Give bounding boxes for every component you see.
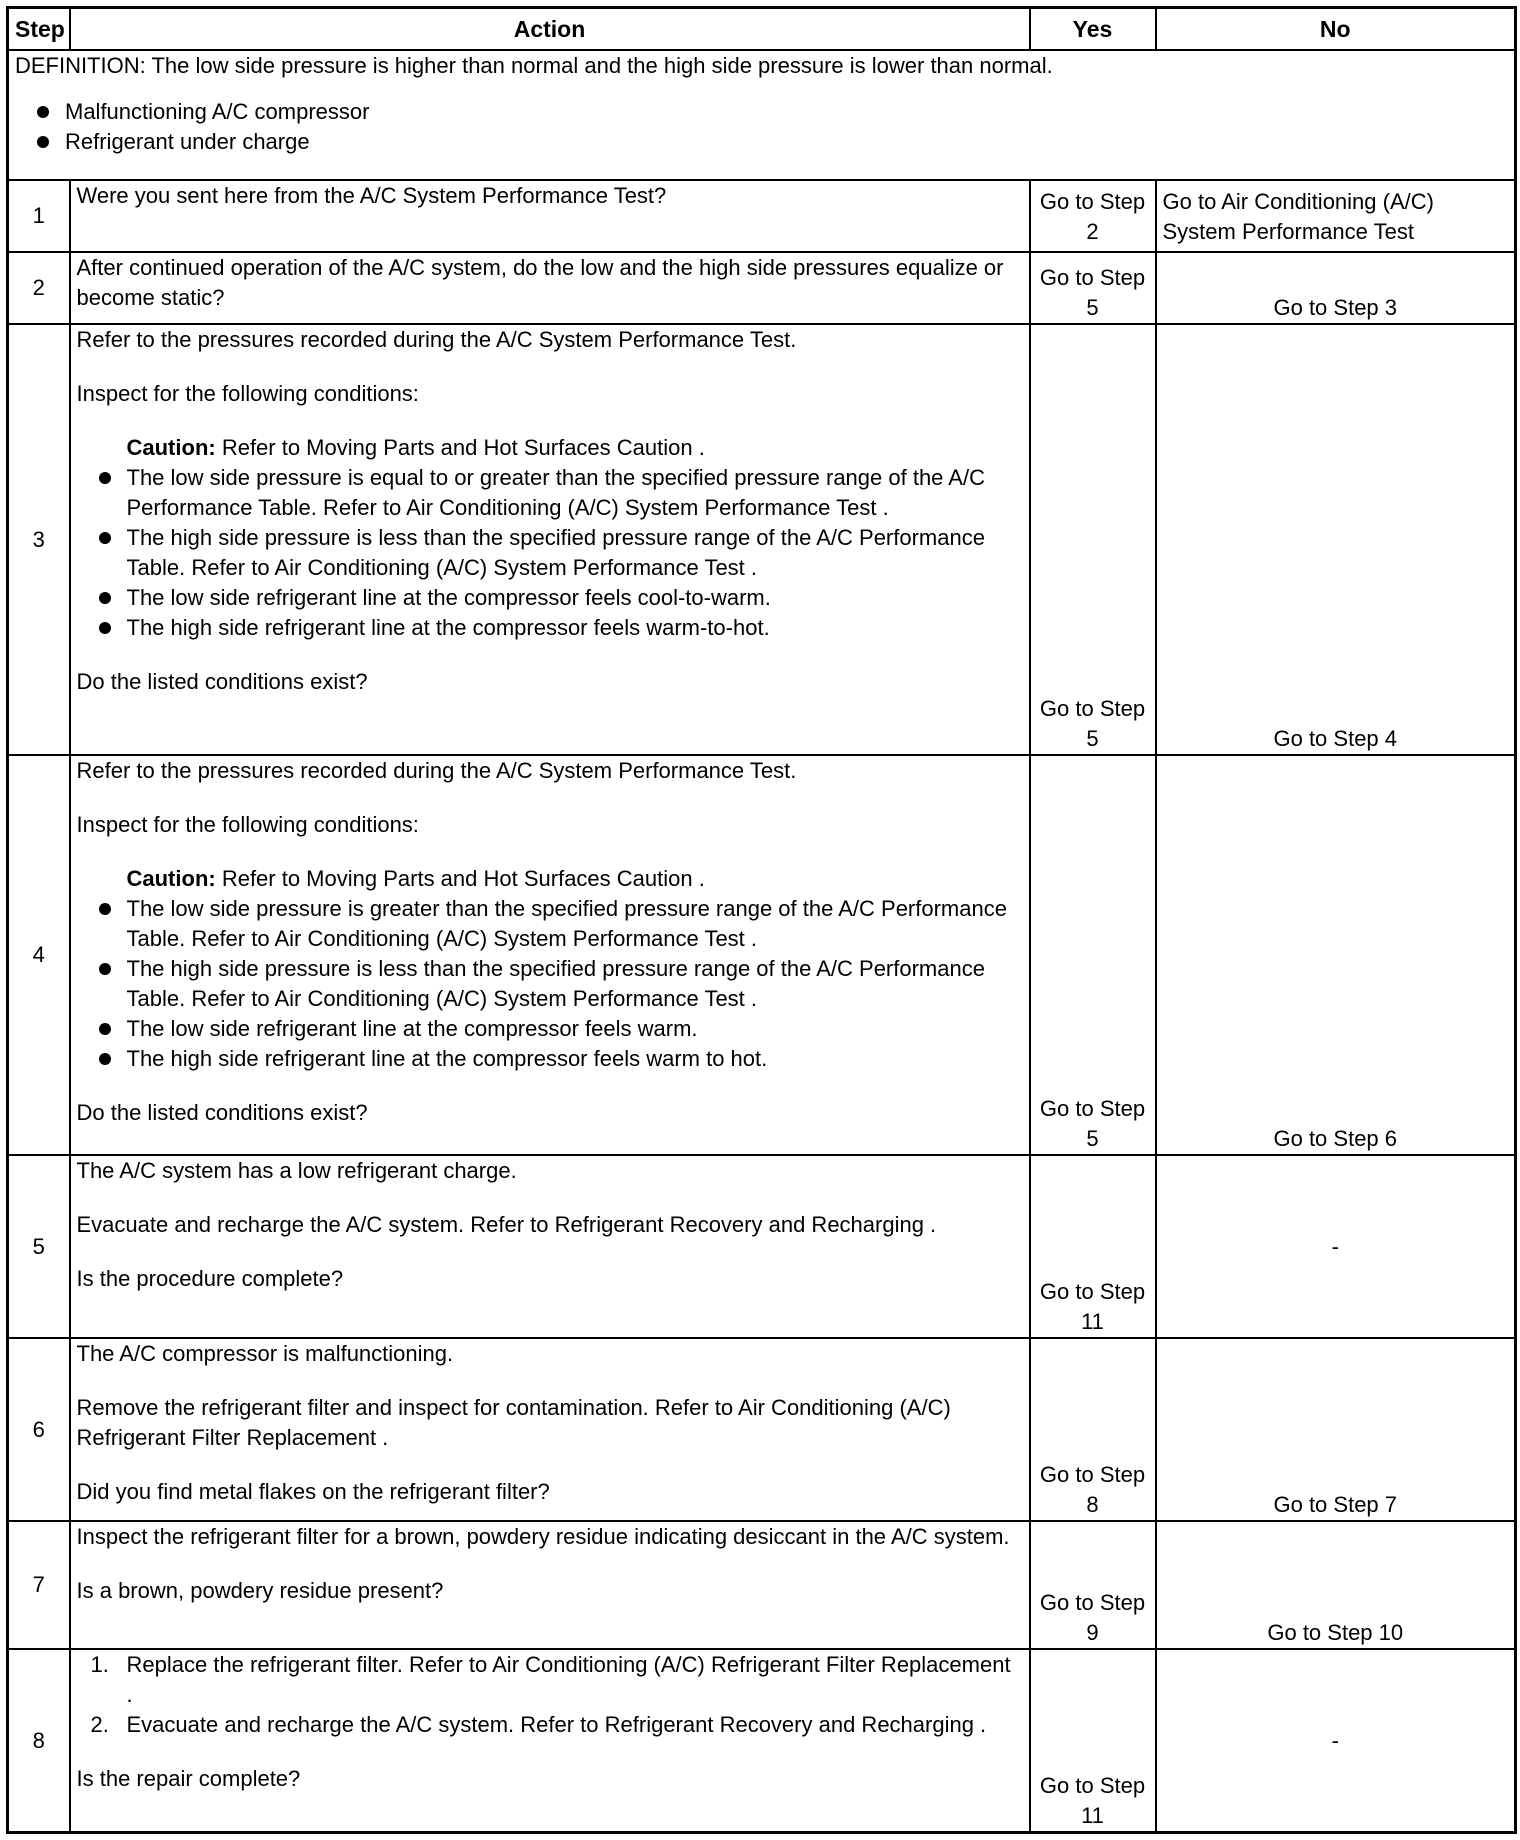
table-row	[8, 252, 1516, 324]
table-row	[8, 180, 1516, 252]
list-item: The low side pressure is equal to or greater than the specified pressure range of the A/C Performance Table. Refer to Air Conditioning (A/C) System Performance Test .	[77, 463, 1023, 523]
list-item: The low side refrigerant line at the compressor feels warm.	[77, 1014, 1023, 1044]
yes-cell: Go to Step 8	[1030, 1338, 1156, 1521]
step-number: 5	[8, 1155, 70, 1338]
yes-cell: Go to Step 2	[1030, 180, 1156, 252]
list-item: Refrigerant under charge	[15, 127, 1508, 157]
condition-list	[77, 463, 1023, 643]
step-number: 1	[8, 180, 70, 252]
no-cell: Go to Step 7	[1156, 1338, 1516, 1521]
table-row	[8, 324, 1516, 755]
action-text: Refer to the pressures recorded during the A/C System Performance Test.	[76, 758, 797, 783]
list-item: The low side pressure is greater than the specified pressure range of the A/C Performance Table. Refer to Air Conditioning (A/C) System Performance Test .	[77, 894, 1023, 954]
definition-row	[8, 50, 1516, 180]
step-number: 8	[8, 1649, 70, 1833]
yes-cell: Go to Step 11	[1030, 1649, 1156, 1833]
question-text: Is the procedure complete?	[76, 1266, 344, 1291]
yes-cell: Go to Step 11	[1030, 1155, 1156, 1338]
action-text: Evacuate and recharge the A/C system. Refer to Refrigerant Recovery and Recharging .	[76, 1212, 937, 1237]
header-no: No	[1156, 8, 1516, 51]
step-number: 2	[8, 252, 70, 324]
header-row	[8, 8, 1516, 51]
caution-label: Caution:	[126, 866, 216, 891]
action-text: The A/C system has a low refrigerant charge.	[76, 1158, 517, 1183]
item-text: Replace the refrigerant filter. Refer to Air Conditioning (A/C) Refrigerant Filter Replacement .	[126, 1652, 1011, 1707]
no-cell: Go to Step 6	[1156, 755, 1516, 1155]
action-text: Were you sent here from the A/C System Performance Test?	[76, 183, 667, 208]
table-row	[8, 1521, 1516, 1649]
yes-cell: Go to Step 5	[1030, 755, 1156, 1155]
list-item	[77, 1650, 1023, 1710]
definition-text: DEFINITION: The low side pressure is higher than normal and the high side pressure is lower than normal.	[15, 53, 1053, 78]
table-row	[8, 1338, 1516, 1521]
yes-cell: Go to Step 5	[1030, 324, 1156, 755]
no-cell: -	[1156, 1155, 1516, 1338]
question-text: Is the repair complete?	[76, 1766, 301, 1791]
question-text: Did you find metal flakes on the refrigerant filter?	[76, 1479, 550, 1504]
header-action: Action	[70, 8, 1030, 51]
caution-note	[77, 433, 1023, 463]
table-row	[8, 1155, 1516, 1338]
list-item: Malfunctioning A/C compressor	[15, 97, 1508, 127]
step-number: 3	[8, 324, 70, 755]
action-text: Inspect for the following conditions:	[76, 812, 419, 837]
procedure-list	[77, 1650, 1023, 1740]
item-number: 2.	[90, 1712, 109, 1737]
header-yes: Yes	[1030, 8, 1156, 51]
list-item: The high side pressure is less than the specified pressure range of the A/C Performance Table. Refer to Air Conditioning (A/C) System Performance Test .	[77, 523, 1023, 583]
no-cell: Go to Step 3	[1156, 252, 1516, 324]
action-text: Refer to the pressures recorded during the A/C System Performance Test.	[76, 327, 797, 352]
question-text: Is a brown, powdery residue present?	[76, 1578, 444, 1603]
item-number: 1.	[90, 1652, 109, 1677]
caution-text: Refer to Moving Parts and Hot Surfaces Caution .	[215, 866, 705, 891]
action-text: The A/C compressor is malfunctioning.	[76, 1341, 454, 1366]
no-cell: Go to Step 10	[1156, 1521, 1516, 1649]
question-text: Do the listed conditions exist?	[76, 669, 368, 694]
action-text: Inspect for the following conditions:	[76, 381, 419, 406]
list-item	[77, 1710, 1023, 1740]
condition-list	[77, 894, 1023, 1074]
table-row	[8, 755, 1516, 1155]
diagnostic-table	[6, 6, 1517, 1834]
action-text: Inspect the refrigerant filter for a brown, powdery residue indicating desiccant in the A/C system.	[76, 1524, 1010, 1549]
table-row	[8, 1649, 1516, 1833]
list-item: The high side pressure is less than the specified pressure range of the A/C Performance Table. Refer to Air Conditioning (A/C) System Performance Test .	[77, 954, 1023, 1014]
no-cell: Go to Step 4	[1156, 324, 1516, 755]
caution-text: Refer to Moving Parts and Hot Surfaces Caution .	[215, 435, 705, 460]
no-cell: Go to Air Conditioning (A/C) System Performance Test	[1156, 180, 1516, 252]
caution-note	[77, 864, 1023, 894]
action-text: After continued operation of the A/C system, do the low and the high side pressures equalize or become static?	[76, 255, 1004, 310]
action-text: Remove the refrigerant filter and inspect for contamination. Refer to Air Conditioning (A/C) Refrigerant Filter Replacement .	[76, 1395, 951, 1450]
caution-label: Caution:	[126, 435, 216, 460]
step-number: 6	[8, 1338, 70, 1521]
item-text: Evacuate and recharge the A/C system. Refer to Refrigerant Recovery and Recharging .	[126, 1712, 987, 1737]
no-cell: -	[1156, 1649, 1516, 1833]
list-item: The high side refrigerant line at the compressor feels warm to hot.	[77, 1044, 1023, 1074]
step-number: 4	[8, 755, 70, 1155]
list-item: The high side refrigerant line at the compressor feels warm-to-hot.	[77, 613, 1023, 643]
yes-cell: Go to Step 5	[1030, 252, 1156, 324]
step-number: 7	[8, 1521, 70, 1649]
yes-cell: Go to Step 9	[1030, 1521, 1156, 1649]
question-text: Do the listed conditions exist?	[76, 1100, 368, 1125]
definition-list	[15, 97, 1508, 157]
header-step: Step	[8, 8, 70, 51]
list-item: The low side refrigerant line at the compressor feels cool-to-warm.	[77, 583, 1023, 613]
